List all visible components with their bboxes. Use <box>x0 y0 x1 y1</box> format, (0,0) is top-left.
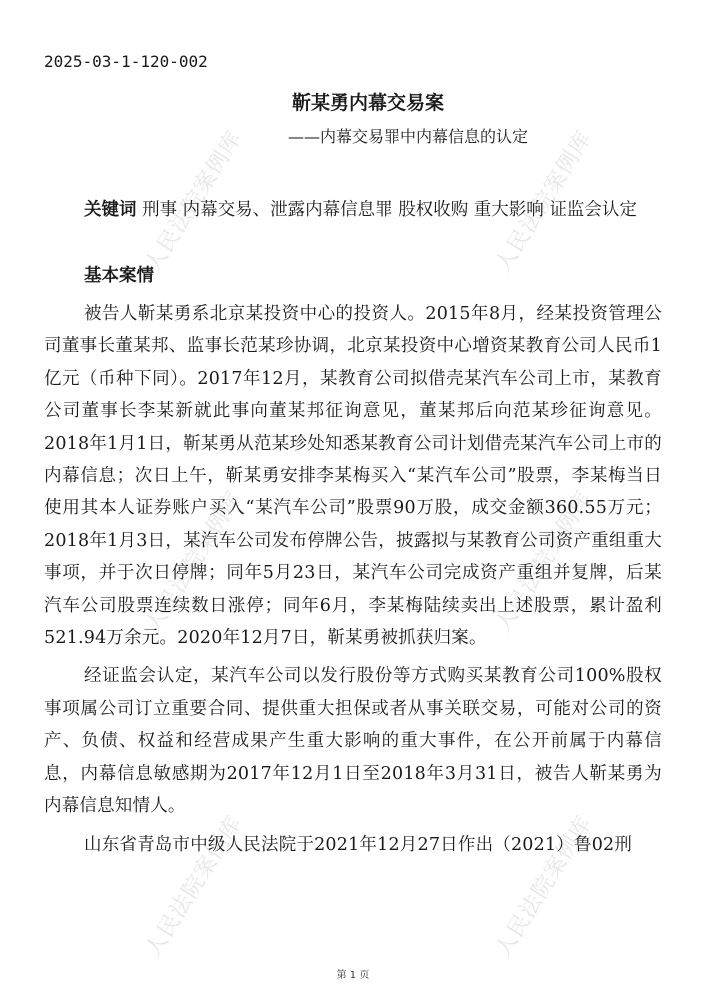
watermark: 人民法院案例库 <box>490 486 598 637</box>
keywords-label: 关键词 <box>84 200 137 220</box>
keywords-text: 刑事 内幕交易、泄露内幕信息罪 股权收购 重大影响 证监会认定 <box>142 200 637 220</box>
document-body <box>44 298 662 867</box>
watermark: 人民法院案例库 <box>490 126 598 277</box>
case-id: 2025-03-1-120-002 <box>44 52 208 71</box>
page-number: 第 1 页 <box>336 970 370 981</box>
watermark: 人民法院案例库 <box>140 486 248 637</box>
keywords-line <box>44 193 662 227</box>
watermark: 人民法院案例库 <box>140 811 248 962</box>
body-paragraph: 山东省青岛市中级人民法院于2021年12月27日作出（2021）鲁02刑 <box>84 834 633 855</box>
body-paragraph: 经证监会认定，某汽车公司以发行股份等方式购买某教育公司100%股权事项属公司订立重要合同、提供重大担保或者从事关联交易，可能对公司的资产、负债、权益和经营成果产生重大影响的重大事件，在公开前属于内幕信息，内幕信息敏感期为2017年12月1日至2018年3月31日，被告人靳某勇为内幕信息知情人。 <box>44 666 662 817</box>
watermark: 人民法院案例库 <box>140 126 248 277</box>
watermark: 人民法院案例库 <box>490 811 598 962</box>
section-heading: 基本案情 <box>84 266 154 286</box>
body-paragraph: 被告人靳某勇系北京某投资中心的投资人。2015年8月，经某投资管理公司董事长董某邦、监事长范某珍协调，北京某投资中心增资某教育公司人民币1亿元（币种下同）。2017年12月，某教育公司拟借壳某汽车公司上市，某教育公司董事长李某新就此事向董某邦征询意见，董某邦后向范某珍征询意见。2018年1月1日，靳某勇从范某珍处知悉某教育公司计划借壳某汽车公司上市的内幕信息；次日上午，靳某勇安排李某梅买入“某汽车公司”股票，李某梅当日使用其本人证券账户买入“某汽车公司”股票90万股，成交金额360.55万元；2018年1月3日，某汽车公司发布停牌公告，披露拟与某教育公司资产重组重大事项，并于次日停牌；同年5月23日，某汽车公司完成资产重组并复牌，后某汽车公司股票连续数日涨停；同年6月，李某梅陆续卖出上述股票，累计盈利521.94万余元。2020年12月7日，靳某勇被抓获归案。 <box>44 304 662 649</box>
document-title: 靳某勇内幕交易案 <box>291 92 444 114</box>
document-subtitle: ——内幕交易罪中内幕信息的认定 <box>287 127 528 146</box>
